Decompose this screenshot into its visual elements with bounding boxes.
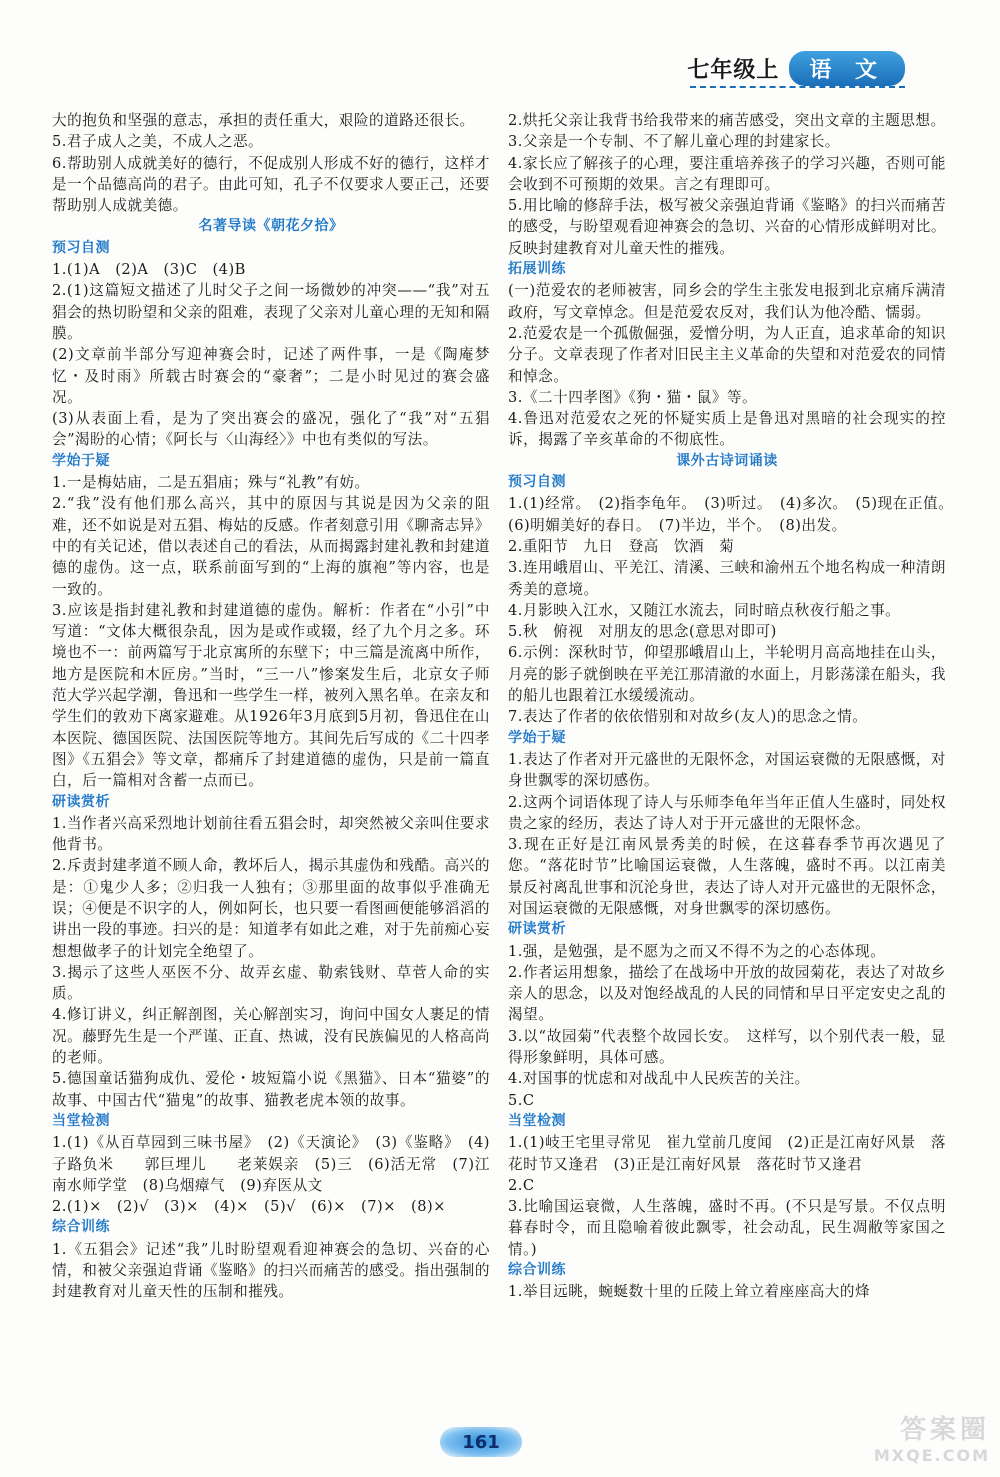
answer-paragraph: (3)从表面上看，是为了突出赛会的盛况，强化了“我”对“五猖会”渴盼的心情；《阿长与〈山海经〉》中也有类似的写法。 [52, 410, 490, 449]
answer-paragraph: 4.修订讲义，纠正解剖图，关心解剖实习，询问中国女人裹足的情况。藤野先生是一个严谨、正直、热诚，没有民族偏见的人格高尚的老师。 [52, 1006, 490, 1067]
answer-paragraph: 7.表达了作者的依依惜别和对故乡(友人)的思念之情。 [508, 708, 868, 726]
section-heading: 预习自测 [508, 474, 566, 491]
answer-paragraph: 3.应该是指封建礼教和封建道德的虚伪。解析：作者在“小引”中写道：“文体大概很杂乱，因为是或作或辍，经了九个月之多。环境也不一：前两篇写于北京寓所的东壁下；中三篇是流离中所作，地方是医院和木匠房。”当时，“三一八”惨案发生后，北京女子师范大学兴起学潮，鲁迅和一些学生一样，被列入黑名单。在亲友和学生们的敦劝下离家避难。从1926年3月底到5月初，鲁迅住在山本医院、德国医院、法国医院等地方。其间先后写成的《二十四孝图》《五猖会》等文章，都痛斥了封建道德的虚伪，只是前一篇直白，后一篇相对含蓄一点而已。 [52, 601, 490, 790]
answer-paragraph: 4.家长应了解孩子的心理，要注重培养孩子的学习兴趣，否则可能会收到不可预期的效果。言之有理即可。 [508, 154, 946, 193]
answer-paragraph: 3.以“故园菊”代表整个故园长安。 这样写，以个别代表一般，显得形象鲜明，具体可感。 [508, 1027, 946, 1067]
answer-paragraph: 2.(1)× (2)√ (3)× (4)× (5)√ (6)× (7)× (8)× [52, 1198, 446, 1216]
section-heading: 拓展训练 [508, 261, 566, 278]
section-heading: 研读赏析 [52, 793, 110, 810]
answer-paragraph: 2.“我”没有他们那么高兴，其中的原因与其说是因为父亲的阻难，还不如说是对五猖、梅姑的反感。作者刻意引用《聊斋志异》中的有关记述，借以表述自己的看法，从而揭露封建礼教和封建道德的虚伪。这一点，联系前面写到的“上海的旗袍”等内容，也是一致的。 [52, 495, 490, 598]
answer-paragraph: 3.连用峨眉山、平羌江、清溪、三峡和渝州五个地名构成一种清朗秀美的意境。 [508, 559, 946, 598]
section-heading: 当堂检测 [508, 1112, 566, 1129]
answer-paragraph: 1.(1)经常。 (2)指李龟年。 (3)听过。 (4)多次。 (5)现在正值。 (6)明媚美好的春日。 (7)半边，半个。 (8)出发。 [508, 495, 962, 534]
watermark-url: MXQE.COM [873, 1446, 990, 1465]
answer-paragraph: 2.这两个词语体现了诗人与乐师李龟年当年正值人生盛时，同处权贵之家的经历，表达了诗人对于开元盛世的无限怀念。 [508, 793, 946, 832]
chapter-heading: 名著导读《朝花夕拾》 [198, 218, 344, 235]
answer-paragraph: 1.《五猖会》记述“我”儿时盼望观看迎神赛会的急切、兴奋的心情，和被父亲强迫背诵《鉴略》的扫兴而痛苦的感受。指出强制的封建教育对儿童天性的压制和摧残。 [52, 1240, 490, 1301]
answer-paragraph: 2.范爱农是一个孤傲倔强，爱憎分明，为人正直，追求革命的知识分子。文章表现了作者对旧民主主义革命的失望和对范爱农的同情和悼念。 [508, 324, 946, 385]
answer-paragraph: 3.现在正好是江南风景秀美的时候，在这暮春季节再次遇见了您。“落花时节”比喻国运衰微，人生落魄，盛时不再。以江南美景反衬离乱世事和沉沦身世，表达了诗人对开元盛世的无限怀念，对国运衰微的无限感慨，对身世飘零的深切感伤。 [508, 836, 946, 917]
section-heading: 学始于疑 [52, 452, 110, 469]
section-heading: 当堂检测 [52, 1112, 110, 1129]
answer-paragraph: 4.鲁迅对范爱农之死的怀疑实质上是鲁迅对黑暗的社会现实的控诉，揭露了辛亥革命的不彻底性。 [508, 410, 946, 449]
answer-paragraph: 1.当作者兴高采烈地计划前往看五猖会时，却突然被父亲叫住要求他背书。 [52, 814, 490, 854]
section-heading: 综合训练 [52, 1219, 110, 1236]
answer-paragraph: 3.揭示了这些人巫医不分、故弄玄虚、勒索钱财、草菅人命的实质。 [52, 963, 490, 1003]
answer-paragraph: 2.(1)这篇短文描述了儿时父子之间一场微妙的冲突——“我”对五猖会的热切盼望和父亲的阻难，表现了父亲对儿童心理的无知和隔膜。 [52, 282, 490, 342]
answer-paragraph: 1.举目远眺，蜿蜒数十里的丘陵上耸立着座座高大的烽 [508, 1283, 871, 1301]
section-heading: 综合训练 [508, 1262, 566, 1279]
watermark-text: 答案圈 [899, 1415, 990, 1445]
answer-paragraph: 1.(1)岐王宅里寻常见 崔九堂前几度闻 (2)正是江南好风景 落花时节又逢君 (3)正是江南好风景 落花时节又逢君 [508, 1134, 946, 1173]
answer-paragraph: (2)文章前半部分写迎神赛会时，记述了两件事，一是《陶庵梦忆・及时雨》所载古时赛会的“豪奢”；二是小时见过的赛会盛况。 [52, 346, 490, 406]
answer-paragraph: 2.重阳节 九日 登高 饮酒 菊 [508, 537, 735, 555]
answer-paragraph: 2.烘托父亲让我背书给我带来的痛苦感受，突出文章的主题思想。 [508, 112, 946, 129]
section-heading: 研读赏析 [508, 921, 566, 938]
answer-paragraph: 2.C [508, 1176, 535, 1194]
section-heading: 学始于疑 [508, 729, 566, 746]
section-heading: 预习自测 [52, 239, 110, 256]
answer-paragraph: 5.C [508, 1091, 535, 1109]
answer-paragraph: 6.示例：深秋时节，仰望那峨眉山上，半轮明月高高地挂在山头，月亮的影子就倒映在平羌江那清澈的水面上，月影荡漾在船头，我的船儿也跟着江水缓缓流动。 [508, 644, 946, 705]
answer-paragraph: 1.(1)A (2)A (3)C (4)B [52, 261, 246, 279]
answer-paragraph: 1.(1)《从百草园到三味书屋》 (2)《天演论》 (3)《鉴略》 (4)子路负米 郭巨埋儿 老莱娱亲 (5)三 (6)活无常 (7)江南水师学堂 (8)乌烟瘴气 (9)弃医从文 [52, 1134, 490, 1194]
answer-paragraph: 大的抱负和坚强的意志，承担的责任重大，艰险的道路还很长。 [52, 112, 475, 129]
answer-paragraph: 4.月影映入江水，又随江水流去，同时暗点秋夜行船之事。 [508, 601, 901, 619]
answer-paragraph: 4.对国事的忧虑和对战乱中人民疾苦的关注。 [508, 1070, 810, 1088]
page-number: 161 [440, 1427, 522, 1457]
answer-paragraph: 5.秋 俯视 对朋友的思念(意思对即可) [508, 623, 777, 641]
header-divider [690, 86, 905, 88]
left-column [52, 110, 490, 1303]
answer-paragraph: (一)范爱农的老师被害，同乡会的学生主张发电报到北京痛斥满清政府，写文章悼念。但是范爱农反对，我们认为他冷酷、懦弱。 [508, 282, 946, 321]
right-column [508, 110, 962, 1303]
answer-paragraph: 5.德国童话猫狗成仇、爱伦・坡短篇小说《黑猫》、日本“猫婆”的故事、中国古代“猫鬼”的故事、猫教老虎本领的故事。 [52, 1070, 490, 1109]
chapter-heading: 课外古诗词诵读 [676, 452, 778, 469]
answer-paragraph: 5.君子成人之美，不成人之恶。 [52, 133, 264, 151]
answer-paragraph: 5.用比喻的修辞手法，极写被父亲强迫背诵《鉴略》的扫兴而痛苦的感受，与盼望观看迎神赛会的急切、兴奋的心情形成鲜明对比。反映封建教育对儿童天性的摧残。 [508, 197, 946, 257]
answer-paragraph: 1.一是梅姑庙，二是五猖庙；殊与“礼教”有妨。 [52, 474, 370, 492]
grade-label: 七年级上 [687, 56, 780, 83]
subject-badge: 语 文 [789, 51, 905, 86]
answer-paragraph: 6.帮助别人成就美好的德行，不促成别人形成不好的德行，这样才是一个品德高尚的君子。由此可知，孔子不仅要求人要正己，还要帮助别人成就美德。 [52, 154, 490, 215]
answer-paragraph: 2.斥责封建孝道不顾人命，教坏后人，揭示其虚伪和残酷。高兴的是：①鬼少人多；②归我一人独有；③那里面的故事似乎准确无误；④便是不识字的人，例如阿长，也只要一看图画便能够滔滔的讲出一段的事迹。扫兴的是：知道孝有如此之难，对于先前痴心妄想想做孝子的计划完全绝望了。 [52, 857, 490, 960]
answer-paragraph: 3.比喻国运衰微，人生落魄，盛时不再。(不只是写景。不仅点明暮春时令，而且隐喻着彼此飘零，社会动乱，民生凋敝等家国之情。) [508, 1198, 946, 1258]
answer-paragraph: 3.父亲是一个专制、不了解儿童心理的封建家长。 [508, 133, 840, 151]
answer-paragraph: 1.强，是勉强，是不愿为之而又不得不为之的心态体现。 [508, 942, 886, 960]
answer-paragraph: 1.表达了作者对开元盛世的无限怀念，对国运衰微的无限感慨，对身世飘零的深切感伤。 [508, 750, 946, 790]
watermark-logo [840, 1409, 990, 1469]
answer-paragraph: 3.《二十四孝图》《狗・猫・鼠》等。 [508, 388, 758, 406]
answer-paragraph: 2.作者运用想象，描绘了在战场中开放的故园菊花，表达了对故乡亲人的思念，以及对饱经战乱的人民的同情和早日平定安史之乱的渴望。 [508, 963, 946, 1024]
page-header [687, 50, 905, 86]
